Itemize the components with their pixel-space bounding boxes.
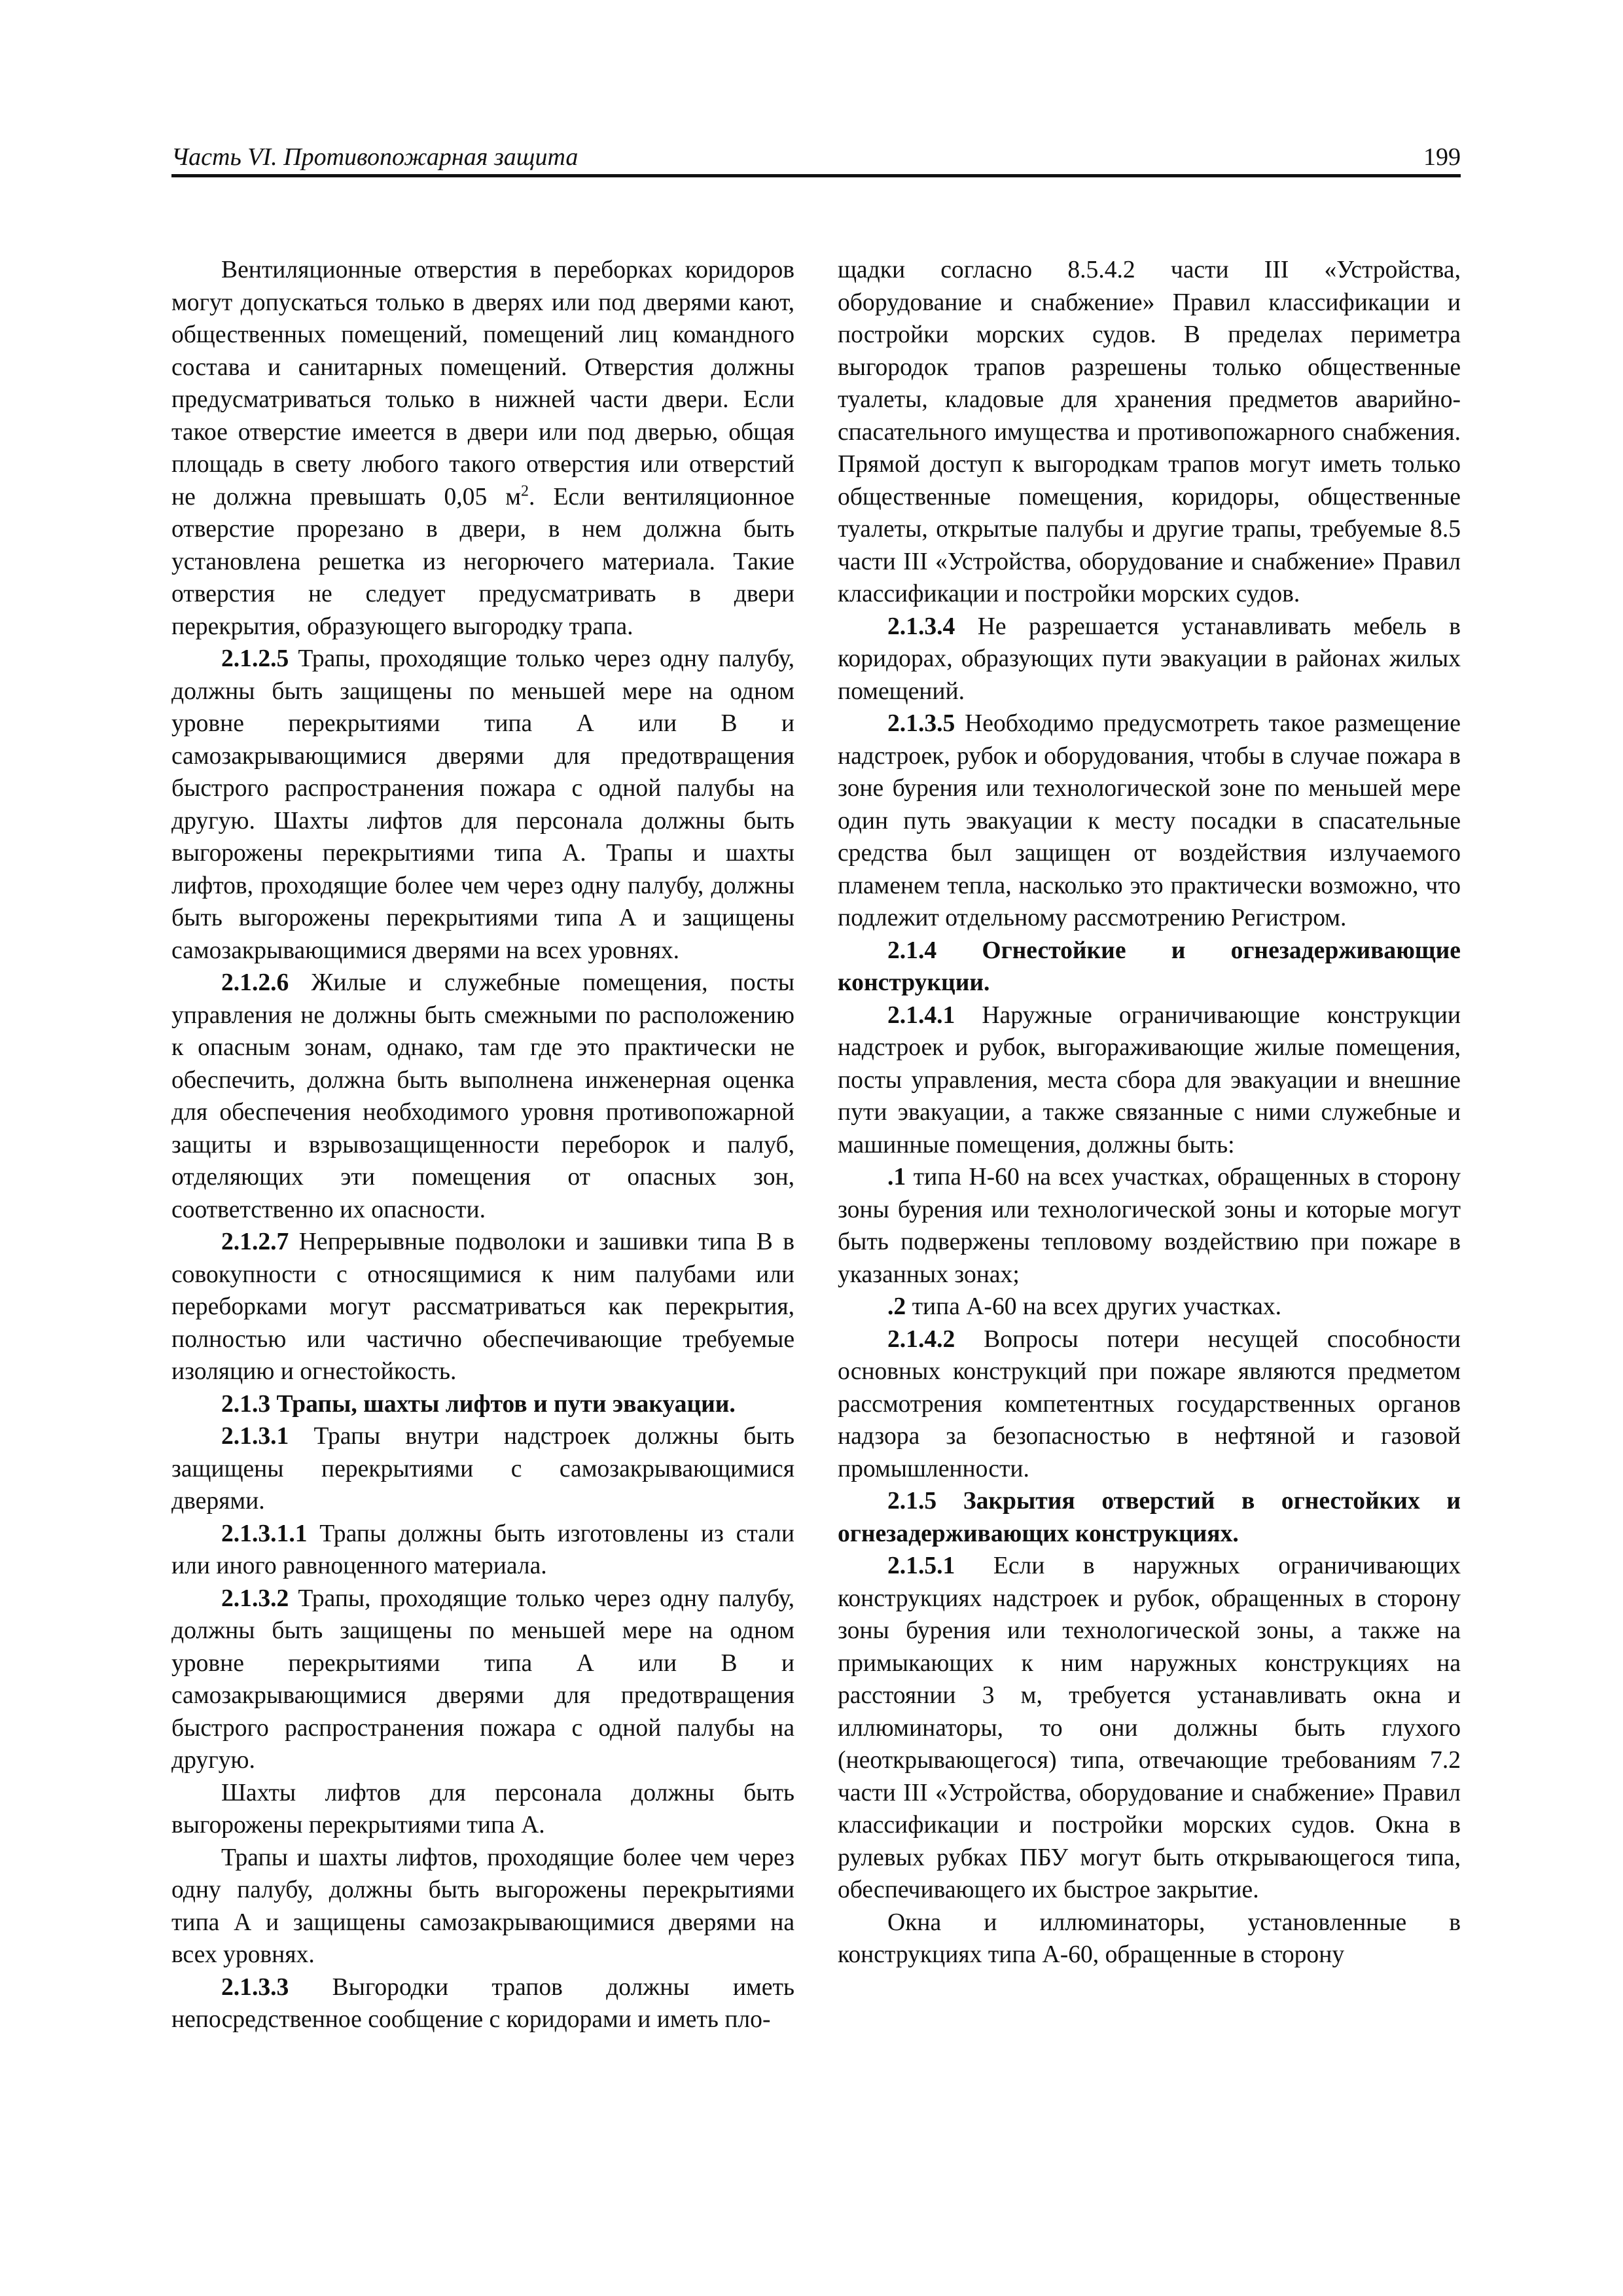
paragraph-text: Трапы, проходящие только через одну палубу, должны быть защищены по меньшей мере на одном уровне перекрытиями типа А или В и самозакрывающимися дверями для предотвращения быстрого распространения пожара с одной палубы на другую. Шахты лифтов для персонала должны быть выгорожены перекрытиями типа А. Трапы и шахты лифтов, проходящие более чем через одну палубу, должны быть выгорожены перекрытиями типа А и защищены самозакрывающимися дверями на всех уровнях. [171,645,794,964]
paragraph-text: Трапы и шахты лифтов, проходящие более чем через одну палубу, должны быть выгорожены перекрытиями типа А и защищены самозакрывающимися дверями на всех уровнях. [171,1844,794,1968]
clause-number: 2.1.3.5 [887,710,955,737]
paragraph [838,1907,1461,1971]
header-rule [171,174,1461,177]
clause-number: 2.1.3.2 [221,1585,289,1612]
paragraph [838,1291,1461,1323]
paragraph [838,1550,1461,1907]
clause-number: 2.1.3.1 [221,1423,289,1450]
paragraph [171,1842,794,1971]
clause-number: 2.1.2.6 [221,969,289,996]
paragraph-text: типа Н-60 на всех участках, обращенных в сторону зоны бурения или технологической зоны и которые могут быть подвержены тепловому воздействию при пожаре в указанных зонах; [838,1164,1461,1288]
paragraph [838,708,1461,935]
clause-number: .2 [887,1293,906,1320]
paragraph-text: Вопросы потери несущей способности основных конструкций при пожаре являются предметом рассмотрения компетентных государственных органов надзора за безопасностью в нефтяной и газовой промышленности. [838,1325,1461,1482]
running-header [171,143,1461,175]
paragraph [171,1777,794,1842]
paragraph-text: Непрерывные подволоки и зашивки типа В в совокупности с относящимися к ним палубами или переборками могут рассматриваться как перекрытия, полностью или частично обеспечивающие требуемые изоляцию и огнестойкость. [171,1229,794,1385]
paragraph [838,999,1461,1162]
paragraph-text: Не разрешается устанавливать мебель в коридорах, образующих пути эвакуации в районах жилых помещений. [838,613,1461,705]
paragraph-text: Выгородки трапов должны иметь непосредственное сообщение с коридорами и иметь пло- [171,1973,794,2033]
section-heading [171,1388,794,1421]
page-number: 199 [1423,143,1461,171]
paragraph-text: Жилые и служебные помещения, посты управления не должны быть смежными по расположению к опасным зонам, однако, там где это практически не обеспечить, должна быть выполнена инженерная оценка для обеспечения необходимого уровня противопожарной защиты и взрывозащищенности переборок и палуб, отделяющих эти помещения от опасных зон, соответственно их опасности. [171,969,794,1223]
section-heading [838,1485,1461,1550]
clause-number: 2.1.2.7 [221,1229,289,1255]
paragraph-text: типа А-60 на всех других участках. [906,1293,1282,1320]
paragraph [838,611,1461,708]
clause-number: 2.1.4.1 [887,1001,955,1029]
paragraph-text: Трапы, проходящие только через одну палубу, должны быть защищены по меньшей мере на одном уровне перекрытиями типа А или В и самозакрывающимися дверями для предотвращения быстрого распространения пожара с одной палубы на другую. [171,1585,794,1774]
section-heading [838,935,1461,999]
paragraph-text: Необходимо предусмотреть такое размещение надстроек, рубок и оборудования, чтобы в случае пожара в зоне бурения или технологической зоне по меньшей мере один путь эвакуации к месту посадки в спасательные средства был защищен от воздействия излучаемого пламенем тепла, насколько это практически возможно, что подлежит отдельному рассмотрению Регистром. [838,710,1461,931]
paragraph-text: щадки согласно 8.5.4.2 части III «Устройства, оборудование и снабжение» Правил классификации и постройки морских судов. В пределах периметра выгородок трапов разрешены только общественные туалеты, кладовые для хранения предметов аварийно-спасательного имущества и противопожарного снабжения. Прямой доступ к выгородкам трапов могут иметь только общественные помещения, коридоры, общественные туалеты, открытые палубы и другие трапы, требуемые 8.5 части III «Устройства, оборудование и снабжение» Правил классификации и постройки морских судов. [838,257,1461,607]
paragraph: Вентиляционные отверстия в переборках коридоров могут допускаться только в дверях или под дверями кают, общественных помещений, помещений лиц командного состава и санитарных помещений. Отверстия должны предусматриваться только в нижней части двери. Если такое отверстие имеется в двери или под дверью, общая площадь в свету любого такого отверстия или отверстий не должна превышать 0,05 $м^2$. Если вентиляционное отверстие прорезано в двери, в нем должна быть установлена решетка из негорючего материала. Такие отверстия не следует предусматривать в двери перекрытия, образующего выгородку трапа. [171,257,794,640]
clause-number: 2.1.3.4 [887,613,955,640]
paragraph [838,1161,1461,1291]
paragraph [171,1226,794,1388]
clause-number: 2.1.4 Огнестойкие и огнезадерживающие конструкции. [838,937,1461,996]
paragraph [171,1420,794,1518]
paragraph-text: Трапы внутри надстроек должны быть защищены перекрытиями с самозакрывающимися дверями. [171,1423,794,1515]
paragraph [171,1583,794,1777]
paragraph [171,643,794,967]
paragraph [838,1323,1461,1486]
clause-number: 2.1.2.5 [221,645,289,672]
paragraph [171,1971,794,2036]
clause-number: 2.1.3.3 [221,1973,289,2001]
clause-number: 2.1.4.2 [887,1325,955,1353]
clause-number: .1 [887,1164,906,1191]
paragraph [171,967,794,1226]
right-column [838,254,1461,1971]
paragraph-text: Трапы должны быть изготовлены из стали или иного равноценного материала. [171,1520,794,1579]
paragraph [838,254,1461,611]
paragraph-text: Вентиляционные отверстия в переборках коридоров могут допускаться только в дверях или под дверями кают, общественных помещений, помещений лиц командного состава и санитарных помещений. Отверстия должны предусматриваться только в нижней части двери. Если такое отверстие имеется в двери или под дверью, общая площадь в свету любого такого отверстия или отверстий не должна превышать 0,05 м [171,257,794,511]
paragraph-text: Окна и иллюминаторы, установленные в конструкциях типа А-60, обращенные в сторону [838,1909,1461,1968]
clause-number: 2.1.5.1 [887,1552,955,1579]
left-column [171,254,794,2036]
paragraph [171,1518,794,1583]
paragraph-text: Наружные ограничивающие конструкции надстроек и рубок, выгораживающие жилые помещения, посты управления, места сбора для эвакуации и внешние пути эвакуации, а также связанные с ними служебные и машинные помещения, должны быть: [838,1001,1461,1158]
paragraph-text: Если в наружных ограничивающих конструкциях надстроек и рубок, обращенных в сторону зоны бурения или технологической зоны, а также на примыкающих к ним наружных конструкциях на расстоянии 3 м, требуется устанавливать окна и иллюминаторы, то они должны быть глухого (неоткрывающегося) типа, отвечающие требованиям 7.2 части III «Устройства, оборудование и снабжение» Правил классификации и постройки морских судов. Окна в рулевых рубках ПБУ могут быть открывающегося типа, обеспечивающего их быстрое закрытие. [838,1552,1461,1903]
running-header-title: Часть VI. Противопожарная защита [171,143,579,171]
clause-number: 2.1.3.1.1 [221,1520,308,1547]
clause-number: 2.1.5 Закрытия отверстий в огнестойких и огнезадерживающих конструкциях. [838,1488,1461,1547]
clause-number: 2.1.3 Трапы, шахты лифтов и пути эвакуации. [221,1390,736,1418]
paragraph-text: Шахты лифтов для персонала должны быть выгорожены перекрытиями типа А. [171,1779,794,1839]
